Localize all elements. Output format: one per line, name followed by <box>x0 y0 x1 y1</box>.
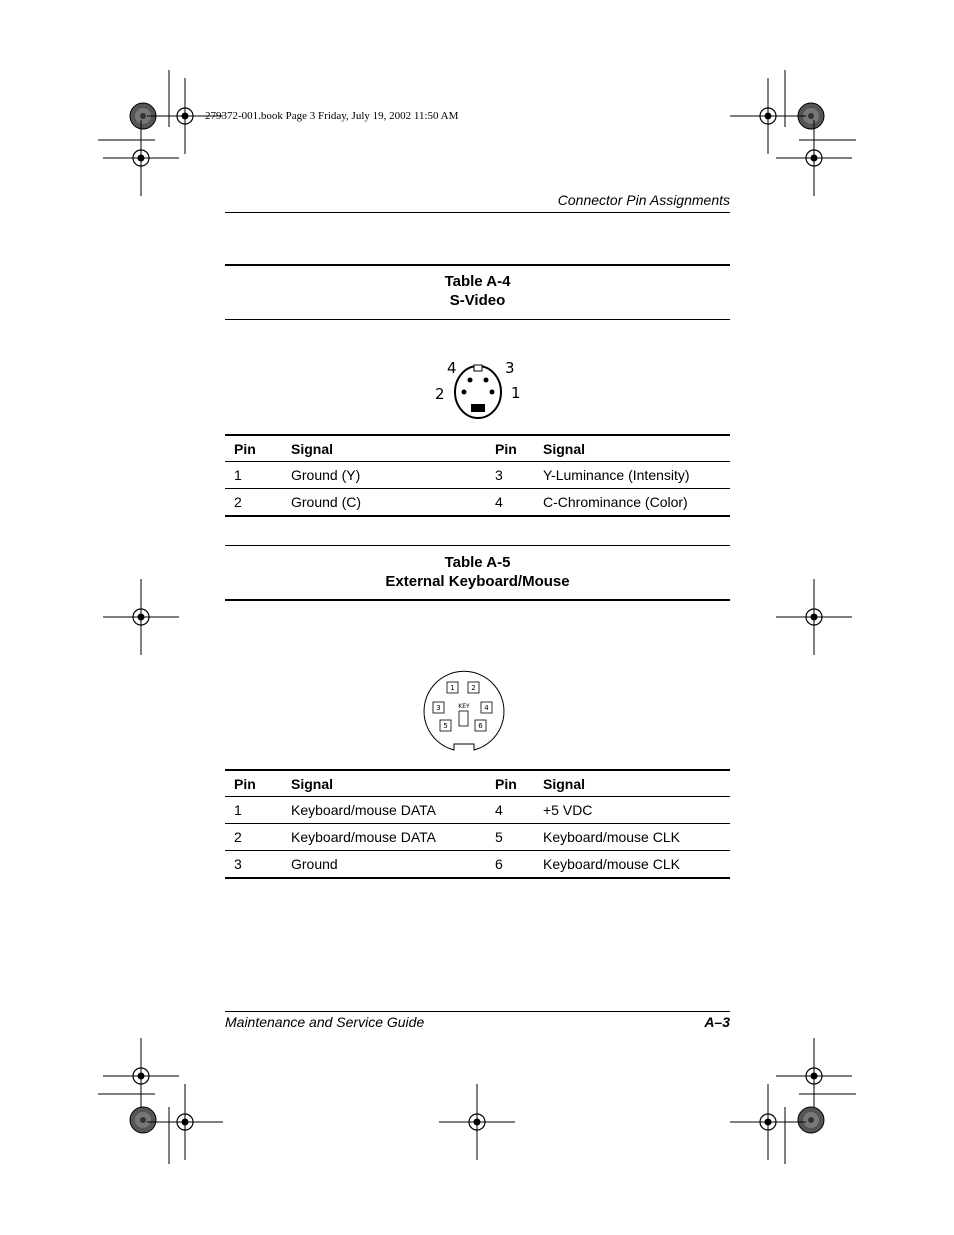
pin-cell: 2 <box>225 824 291 851</box>
table-a5-pin-table <box>225 769 730 879</box>
table-a4-caption <box>225 272 730 310</box>
signal-cell: Ground (C) <box>291 489 495 517</box>
signal-cell: Keyboard/mouse CLK <box>543 824 730 851</box>
column-header: Signal <box>291 770 495 797</box>
signal-cell: Ground (Y) <box>291 462 495 489</box>
column-header: Pin <box>495 435 543 462</box>
signal-cell: Y-Luminance (Intensity) <box>543 462 730 489</box>
s-video-label-3: 3 <box>505 359 515 377</box>
column-header: Signal <box>291 435 495 462</box>
column-header: Pin <box>495 770 543 797</box>
pin-cell: 2 <box>225 489 291 517</box>
s-video-label-2: 2 <box>435 385 445 403</box>
signal-cell: Keyboard/mouse CLK <box>543 851 730 879</box>
s-video-pin-2 <box>462 390 467 395</box>
s-video-pin-3 <box>484 378 489 383</box>
pin-cell: 4 <box>495 797 543 824</box>
s-video-label-4: 4 <box>447 359 457 377</box>
footer-page-number: A–3 <box>704 1014 730 1030</box>
ps2-pin-label-5: 5 <box>443 722 448 730</box>
ps2-pin-label-2: 2 <box>471 684 476 692</box>
s-video-pin-1 <box>490 390 495 395</box>
s-video-label-1: 1 <box>511 384 521 402</box>
pin-cell: 4 <box>495 489 543 517</box>
s-video-pin-4 <box>468 378 473 383</box>
header-rule <box>225 212 730 213</box>
ps2-key-label: KEY <box>458 703 470 710</box>
table-header-row <box>225 435 730 462</box>
table-row <box>225 462 730 489</box>
table-a5-caption-rule <box>225 599 730 601</box>
pin-cell: 1 <box>225 797 291 824</box>
table-header-row <box>225 770 730 797</box>
table-a5-caption <box>225 553 730 591</box>
table-a5-title: External Keyboard/Mouse <box>385 573 570 590</box>
column-header: Pin <box>225 435 291 462</box>
column-header: Signal <box>543 770 730 797</box>
book-info: 279372-001.book Page 3 Friday, July 19, 2002 11:50 AM <box>205 110 459 122</box>
column-header: Signal <box>543 435 730 462</box>
table-a4-title: S-Video <box>449 292 506 309</box>
table-a4-caption-rule <box>225 319 730 320</box>
ps2-pin-label-6: 6 <box>478 722 483 730</box>
signal-cell: +5 VDC <box>543 797 730 824</box>
s-video-connector-diagram <box>428 355 528 425</box>
ps2-pin-label-3: 3 <box>436 704 441 712</box>
signal-cell: Keyboard/mouse DATA <box>291 824 495 851</box>
table-row <box>225 489 730 517</box>
table-a4-top-rule <box>225 264 730 266</box>
table-a4-pin-table <box>225 434 730 517</box>
footer-rule <box>225 1011 730 1012</box>
ps2-connector-diagram <box>418 668 510 756</box>
column-header: Pin <box>225 770 291 797</box>
table-a4-number: Table A-4 <box>444 273 511 290</box>
pin-cell: 1 <box>225 462 291 489</box>
pin-cell: 5 <box>495 824 543 851</box>
table-row <box>225 797 730 824</box>
footer-guide-title: Maintenance and Service Guide <box>225 1014 425 1030</box>
ps2-pin-label-1: 1 <box>450 684 455 692</box>
running-head: Connector Pin Assignments <box>557 192 730 208</box>
signal-cell: Ground <box>291 851 495 879</box>
signal-cell: Keyboard/mouse DATA <box>291 797 495 824</box>
table-row <box>225 851 730 879</box>
table-a5-top-rule <box>225 545 730 546</box>
table-a5-number: Table A-5 <box>444 554 511 571</box>
ps2-pin-label-4: 4 <box>484 704 489 712</box>
table-row <box>225 824 730 851</box>
pin-cell: 3 <box>495 462 543 489</box>
pin-cell: 3 <box>225 851 291 879</box>
signal-cell: C-Chrominance (Color) <box>543 489 730 517</box>
pin-cell: 6 <box>495 851 543 879</box>
